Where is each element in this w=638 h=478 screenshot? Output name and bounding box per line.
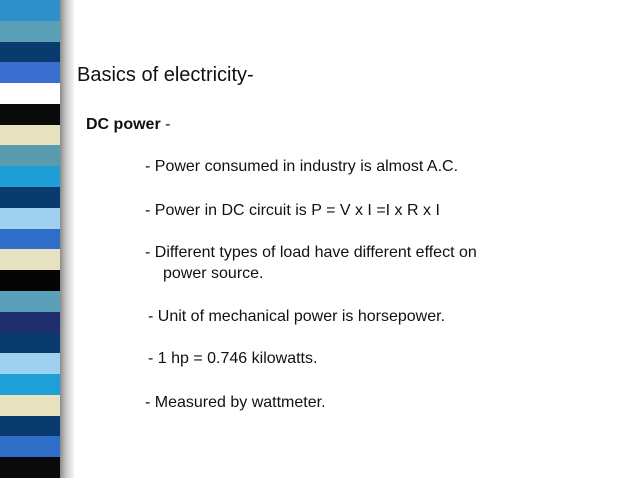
- strip-block: [0, 104, 60, 125]
- strip-block: [0, 312, 60, 333]
- bullet-hp-conversion: - 1 hp = 0.746 kilowatts.: [148, 350, 318, 367]
- strip-block: [0, 374, 60, 395]
- strip-block: [0, 187, 60, 208]
- strip-block: [0, 0, 60, 21]
- strip-block: [0, 249, 60, 270]
- strip-block: [0, 21, 60, 42]
- bullet-wattmeter: - Measured by wattmeter.: [145, 394, 326, 411]
- bullet-industry-ac: - Power consumed in industry is almost A.C.: [145, 158, 459, 175]
- decorative-gradient-edge: [60, 0, 74, 478]
- strip-block: [0, 291, 60, 312]
- strip-block: [0, 436, 60, 457]
- strip-block: [0, 83, 60, 104]
- strip-block: [0, 333, 60, 354]
- bullet-load-types-continued: power source.: [163, 265, 264, 282]
- slide-title: Basics of electricity-: [77, 64, 254, 86]
- strip-block: [0, 270, 60, 291]
- strip-block: [0, 145, 60, 166]
- bullet-horsepower: - Unit of mechanical power is horsepower.: [148, 308, 446, 325]
- strip-block: [0, 166, 60, 187]
- strip-block: [0, 395, 60, 416]
- decorative-color-strip: [0, 0, 60, 478]
- strip-block: [0, 229, 60, 250]
- strip-block: [0, 353, 60, 374]
- section-heading: [86, 116, 170, 134]
- strip-block: [0, 416, 60, 437]
- bullet-load-types: - Different types of load have different effect on: [145, 244, 477, 261]
- strip-block: [0, 42, 60, 63]
- bullet-dc-power-formula: - Power in DC circuit is P = V x I =I x R x I: [145, 202, 440, 219]
- section-heading-suffix: -: [160, 116, 171, 133]
- strip-block: [0, 208, 60, 229]
- strip-block: [0, 62, 60, 83]
- strip-block: [0, 125, 60, 146]
- strip-block: [0, 457, 60, 478]
- section-heading-label: DC power: [86, 116, 161, 133]
